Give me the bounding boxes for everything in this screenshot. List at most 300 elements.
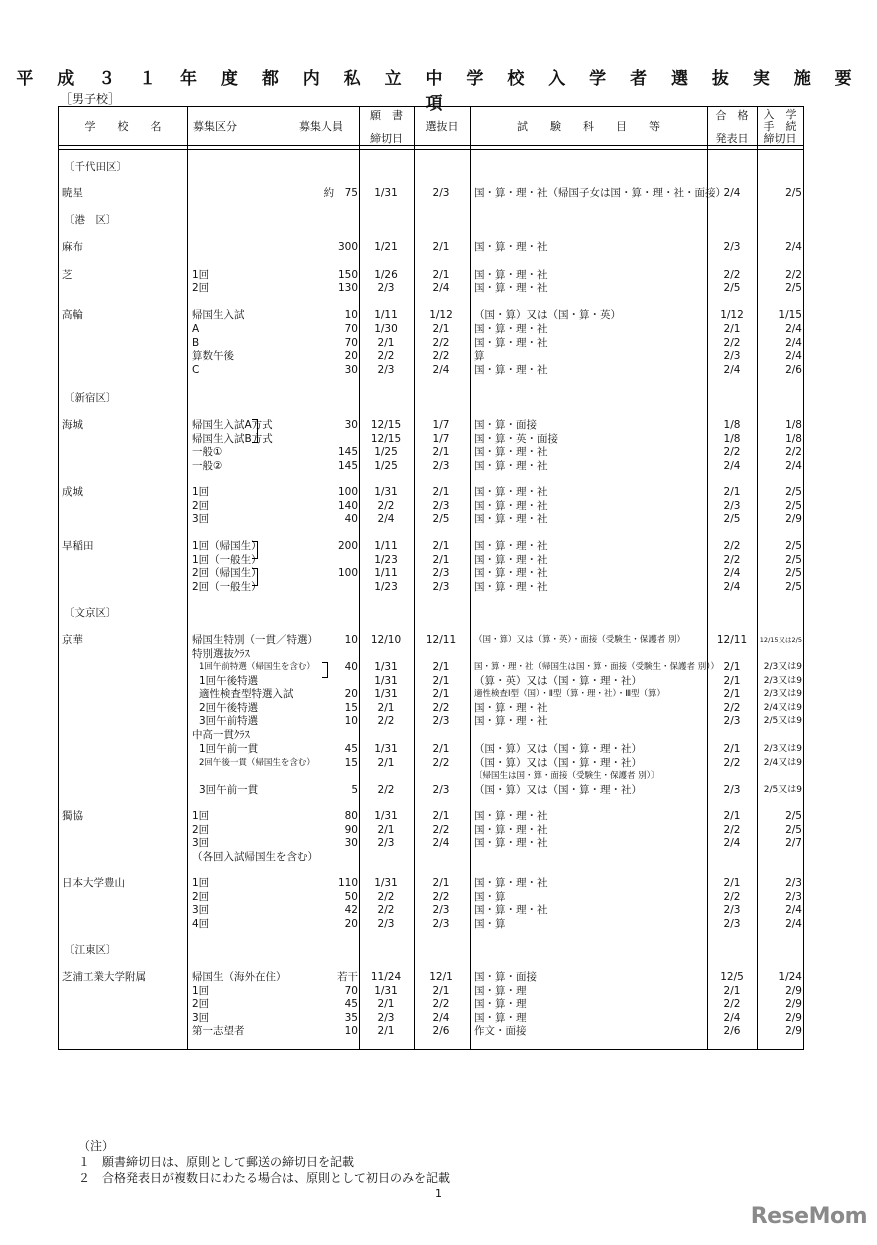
ward-row [58, 943, 804, 957]
selection-date-cell: 2/5 [432, 513, 450, 525]
deadline-cell: 1/23 [374, 554, 398, 566]
ward-heading: 〔新宿区〕 [64, 392, 117, 404]
procedure-deadline-cell: 2/4又は9 [763, 758, 802, 768]
table-row [58, 268, 804, 282]
deadline-cell: 1/31 [374, 743, 398, 755]
capacity-cell: 10 [344, 634, 358, 646]
ward-row [58, 160, 804, 174]
category-cell: 3回 [192, 513, 210, 525]
table-row [58, 701, 804, 715]
note-item: １ 願書締切日は、原則として郵送の締切日を記載 [78, 1155, 355, 1169]
capacity-cell: 42 [344, 904, 358, 916]
category-cell: 1回 [192, 810, 210, 822]
category-cell: 1回（一般生） [192, 554, 262, 566]
header-category: 募集区分 [193, 120, 237, 133]
category-cell: 1回午前特選（帰国生を含む） [199, 662, 315, 672]
notes [78, 1138, 450, 1186]
subjects-cell: 国・算・理・社 [474, 554, 548, 566]
category-cell: 算数午後 [192, 350, 234, 362]
subjects-cell: 国・算・理・社 [474, 904, 548, 916]
selection-date-cell: 12/11 [425, 634, 457, 646]
pass-date-cell: 1/8 [723, 433, 741, 445]
capacity-cell: 10 [344, 715, 358, 727]
category-cell: 1回 [192, 985, 210, 997]
procedure-deadline-cell: 2/5 [785, 500, 802, 512]
capacity-cell: 50 [344, 891, 358, 903]
pass-date-cell: 2/5 [723, 513, 741, 525]
table-row [58, 876, 804, 890]
subjects-cell: 国・算・理・社 [474, 702, 548, 714]
header-divider [59, 145, 803, 146]
subjects-cell: 国・算・理・社 [474, 337, 548, 349]
procedure-deadline-cell: 2/4 [785, 323, 802, 335]
subjects-cell: 国・算・理・社 [474, 810, 548, 822]
subjects-cell: 国・算・理・社 [474, 282, 548, 294]
subjects-cell: 国・算・理・社（帰国子女は国・算・理・社・面接） [474, 187, 726, 199]
pass-date-cell: 2/6 [723, 1025, 741, 1037]
pass-date-cell: 2/4 [723, 460, 741, 472]
table-row [58, 566, 804, 580]
selection-date-cell: 2/1 [432, 877, 450, 889]
pass-date-cell: 2/2 [723, 998, 741, 1010]
table-row [58, 633, 804, 647]
procedure-deadline-cell: 2/5 [785, 187, 802, 199]
pass-date-cell: 2/1 [723, 323, 741, 335]
pass-date-cell: 2/3 [723, 918, 741, 930]
procedure-deadline-cell: 2/9 [785, 513, 802, 525]
selection-date-cell: 2/1 [432, 554, 450, 566]
category-cell: 2回 [192, 824, 210, 836]
table-row [58, 186, 804, 200]
procedure-deadline-cell: 1/24 [778, 971, 802, 983]
capacity-cell: 10 [344, 309, 358, 321]
category-cell: B [192, 337, 200, 349]
pass-date-cell: 2/5 [723, 282, 741, 294]
procedure-deadline-cell: 2/5 [785, 486, 802, 498]
selection-date-cell: 2/4 [432, 282, 450, 294]
capacity-cell: 70 [344, 323, 358, 335]
selection-date-cell: 2/2 [432, 998, 450, 1010]
deadline-cell: 1/11 [374, 309, 398, 321]
pass-date-cell: 2/1 [723, 985, 741, 997]
ward-row [58, 606, 804, 620]
header-proc-mid: 手 続 [763, 120, 797, 133]
capacity-cell: 若干 [337, 971, 358, 983]
subjects-cell: 国・算・理・社 [474, 486, 548, 498]
subjects-cell: （国・算）又は（国・算・理・社） [474, 743, 642, 755]
capacity-cell: 30 [344, 419, 358, 431]
procedure-deadline-cell: 2/4 [785, 350, 802, 362]
procedure-deadline-cell: 2/5 [785, 282, 802, 294]
ward-heading: 〔江東区〕 [64, 944, 117, 956]
pass-date-cell: 12/11 [716, 634, 748, 646]
procedure-deadline-cell: 2/4 [785, 460, 802, 472]
table-row [58, 1024, 804, 1038]
pass-date-cell: 2/3 [723, 784, 741, 796]
capacity-cell: 15 [344, 702, 358, 714]
procedure-deadline-cell: 2/4 [785, 241, 802, 253]
deadline-cell: 1/25 [374, 460, 398, 472]
procedure-deadline-cell: 2/3又は9 [763, 662, 802, 672]
header-proc-bottom: 締切日 [763, 132, 797, 145]
table-row [58, 714, 804, 728]
capacity-cell: 145 [337, 446, 358, 458]
selection-date-cell: 2/4 [432, 1012, 450, 1024]
selection-date-cell: 2/3 [432, 187, 450, 199]
notes-heading: （注） [78, 1139, 115, 1153]
pass-date-cell: 2/1 [723, 810, 741, 822]
pass-date-cell: 1/12 [720, 309, 744, 321]
category-cell: 特別選抜ｸﾗｽ [192, 648, 250, 660]
selection-date-cell: 2/2 [432, 891, 450, 903]
deadline-cell: 1/26 [374, 269, 398, 281]
category-cell: 適性検査型特選入試 [199, 688, 294, 700]
pass-date-cell: 2/2 [723, 757, 741, 769]
subjects-cell: （算・英）又は（国・算・理・社） [474, 675, 642, 687]
pass-date-cell: 2/3 [723, 500, 741, 512]
pass-date-cell: 2/4 [723, 1012, 741, 1024]
pass-date-cell: 2/4 [723, 187, 741, 199]
deadline-cell: 2/3 [377, 282, 395, 294]
deadline-cell: 2/1 [377, 824, 395, 836]
subjects-cell: 国・算・面接 [474, 971, 537, 983]
ward-heading: 〔千代田区〕 [64, 161, 127, 173]
deadline-cell: 1/21 [374, 241, 398, 253]
pass-date-cell: 2/2 [723, 337, 741, 349]
deadline-cell: 12/10 [370, 634, 402, 646]
note-item: ２ 合格発表日が複数日にわたる場合は、原則として初日のみを記載 [78, 1171, 451, 1185]
deadline-cell: 2/1 [377, 757, 395, 769]
category-cell: C [192, 364, 200, 376]
school-name: 早稲田 [62, 540, 94, 552]
table-row [58, 850, 804, 864]
capacity-cell: 20 [344, 350, 358, 362]
school-name: 獨協 [62, 810, 83, 822]
category-cell: 2回午後一貫（帰国生を含む） [199, 758, 315, 768]
pass-date-cell: 2/1 [723, 743, 741, 755]
capacity-cell: 40 [344, 661, 358, 673]
subjects-cell: 〔帰国生は国・算・面接（受験生・保護者 別）〕 [474, 771, 660, 781]
table-row [58, 917, 804, 931]
selection-date-cell: 12/1 [429, 971, 453, 983]
capacity-cell: 130 [337, 282, 358, 294]
deadline-cell: 1/31 [374, 688, 398, 700]
category-cell: 中高一貫ｸﾗｽ [192, 729, 250, 741]
capacity-cell: 5 [351, 784, 358, 796]
document-title: 平 成 ３ １ 年 度 都 内 私 立 中 学 校 入 学 者 選 抜 実 施 要 項 [16, 69, 861, 114]
table-row [58, 984, 804, 998]
category-cell: 2回 [192, 282, 210, 294]
subjects-cell: 国・算・面接 [474, 419, 537, 431]
category-cell: 2回 [192, 998, 210, 1010]
subjects-cell: （国・算）又は（国・算・英） [474, 309, 621, 321]
procedure-deadline-cell: 2/5 [785, 581, 802, 593]
table-row [58, 647, 804, 661]
subjects-cell: 国・算・理・社 [474, 500, 548, 512]
procedure-deadline-cell: 2/4 [785, 337, 802, 349]
capacity-cell: 140 [337, 500, 358, 512]
selection-date-cell: 2/4 [432, 364, 450, 376]
header-capacity: 募集人員 [299, 120, 343, 133]
subjects-cell: 国・算・理 [474, 1012, 527, 1024]
deadline-cell: 2/2 [377, 784, 395, 796]
ward-heading: 〔文京区〕 [64, 607, 117, 619]
subjects-cell: （国・算）又は（国・算・理・社） [474, 757, 642, 769]
table-row [58, 336, 804, 350]
capacity-cell: 15 [344, 757, 358, 769]
capacity-cell: 30 [344, 364, 358, 376]
school-name: 成城 [62, 486, 83, 498]
table-row [58, 728, 804, 742]
selection-date-cell: 1/7 [432, 419, 450, 431]
ward-row [58, 213, 804, 227]
selection-date-cell: 2/1 [432, 810, 450, 822]
procedure-deadline-cell: 2/3又は9 [763, 676, 802, 686]
pass-date-cell: 2/2 [723, 269, 741, 281]
selection-date-cell: 2/2 [432, 702, 450, 714]
deadline-cell: 1/31 [374, 985, 398, 997]
table-row [58, 349, 804, 363]
table-row [58, 890, 804, 904]
selection-date-cell: 2/1 [432, 269, 450, 281]
deadline-cell: 11/24 [370, 971, 402, 983]
procedure-deadline-cell: 2/5 [785, 540, 802, 552]
procedure-deadline-cell: 2/3 [785, 877, 802, 889]
procedure-deadline-cell: 2/5 [785, 810, 802, 822]
header-divider [59, 149, 803, 150]
table-row [58, 783, 804, 797]
capacity-cell: 200 [337, 540, 358, 552]
subjects-cell: （国・算）又は（国・算・理・社） [474, 784, 642, 796]
deadline-cell: 2/3 [377, 837, 395, 849]
selection-date-cell: 2/3 [432, 784, 450, 796]
capacity-cell: 80 [344, 810, 358, 822]
school-name: 芝 [62, 269, 73, 281]
procedure-deadline-cell: 2/6 [785, 364, 802, 376]
subjects-cell: 国・算・理・社 [474, 715, 548, 727]
category-cell: 第一志望者 [192, 1025, 245, 1037]
procedure-deadline-cell: 1/8 [785, 433, 802, 445]
subjects-cell: 国・算・理 [474, 998, 527, 1010]
procedure-deadline-cell: 2/9 [785, 1012, 802, 1024]
subjects-cell: 国・算 [474, 891, 506, 903]
procedure-deadline-cell: 2/2 [785, 269, 802, 281]
deadline-cell: 2/3 [377, 918, 395, 930]
selection-date-cell: 2/3 [432, 904, 450, 916]
header-subjects: 試 験 科 目 等 [517, 120, 660, 133]
school-name: 京華 [62, 634, 83, 646]
capacity-cell: 70 [344, 337, 358, 349]
section-label: ［男子校］ [60, 92, 121, 106]
school-name: 芝浦工業大学附属 [62, 971, 146, 983]
category-cell: （各回入試帰国生を含む） [192, 851, 318, 863]
pass-date-cell: 2/3 [723, 904, 741, 916]
subjects-cell: 国・算・理・社 [474, 460, 548, 472]
pass-date-cell: 2/1 [723, 661, 741, 673]
category-cell: 2回 [192, 500, 210, 512]
deadline-cell: 12/15 [370, 419, 402, 431]
table-row [58, 553, 804, 567]
category-cell: 帰国生（海外在住） [192, 971, 287, 983]
selection-date-cell: 2/1 [432, 540, 450, 552]
school-name: 日本大学豊山 [62, 877, 125, 889]
pass-date-cell: 2/4 [723, 837, 741, 849]
selection-date-cell: 2/1 [432, 688, 450, 700]
procedure-deadline-cell: 2/7 [785, 837, 802, 849]
pass-date-cell: 2/4 [723, 581, 741, 593]
category-cell: 帰国生入試A方式 [192, 419, 273, 431]
subjects-cell: 算 [474, 350, 485, 362]
header-selection: 選抜日 [425, 120, 459, 133]
selection-date-cell: 2/1 [432, 661, 450, 673]
pass-date-cell: 2/1 [723, 688, 741, 700]
deadline-cell: 2/4 [377, 513, 395, 525]
table-row [58, 809, 804, 823]
table-row [58, 539, 804, 553]
table-row [58, 281, 804, 295]
group-bracket [252, 568, 258, 586]
selection-date-cell: 2/3 [432, 715, 450, 727]
deadline-cell: 1/11 [374, 567, 398, 579]
selection-date-cell: 2/4 [432, 837, 450, 849]
pass-date-cell: 2/3 [723, 350, 741, 362]
table-row [58, 687, 804, 701]
selection-date-cell: 2/2 [432, 337, 450, 349]
procedure-deadline-cell: 2/2 [785, 446, 802, 458]
pass-date-cell: 2/1 [723, 675, 741, 687]
subjects-cell: 国・算・理・社 [474, 364, 548, 376]
selection-date-cell: 2/2 [432, 824, 450, 836]
ward-row [58, 391, 804, 405]
selection-date-cell: 2/3 [432, 918, 450, 930]
category-cell: 1回 [192, 877, 210, 889]
capacity-cell: 45 [344, 998, 358, 1010]
subjects-cell: 国・算・理・社（帰国生は国・算・面接（受験生・保護者 別）） [474, 662, 719, 672]
table-row [58, 997, 804, 1011]
selection-date-cell: 2/6 [432, 1025, 450, 1037]
category-cell: 3回 [192, 904, 210, 916]
capacity-cell: 30 [344, 837, 358, 849]
table-row [58, 499, 804, 513]
table-row [58, 240, 804, 254]
deadline-cell: 1/31 [374, 486, 398, 498]
header-pass-bottom: 発表日 [715, 132, 749, 145]
pass-date-cell: 2/4 [723, 364, 741, 376]
category-cell: 1回 [192, 486, 210, 498]
category-cell: A [192, 323, 200, 335]
pass-date-cell: 2/2 [723, 554, 741, 566]
deadline-cell: 12/15 [370, 433, 402, 445]
subjects-cell: 国・算・理・社 [474, 581, 548, 593]
selection-date-cell: 2/1 [432, 241, 450, 253]
pass-date-cell: 2/2 [723, 702, 741, 714]
procedure-deadline-cell: 2/4 [785, 904, 802, 916]
deadline-cell: 2/2 [377, 715, 395, 727]
header-proc-top: 入 学 [763, 108, 797, 121]
subjects-cell: （国・算）又は（算・英）・面接（受験生・保護者 別） [474, 635, 685, 645]
school-name: 暁星 [62, 187, 83, 199]
table-row [58, 660, 804, 674]
subjects-cell: 国・算・理・社 [474, 269, 548, 281]
pass-date-cell: 2/3 [723, 715, 741, 727]
capacity-cell: 約 75 [323, 187, 358, 199]
category-cell: 4回 [192, 918, 210, 930]
procedure-deadline-cell: 2/5 [785, 567, 802, 579]
selection-date-cell: 2/3 [432, 567, 450, 579]
deadline-cell: 1/31 [374, 675, 398, 687]
category-cell: 帰国生入試B方式 [192, 433, 273, 445]
procedure-deadline-cell: 2/3又は9 [763, 689, 802, 699]
deadline-cell: 2/1 [377, 1025, 395, 1037]
subjects-cell: 国・算・理・社 [474, 323, 548, 335]
procedure-deadline-cell: 2/5 [785, 824, 802, 836]
capacity-cell: 150 [337, 269, 358, 281]
procedure-deadline-cell: 1/8 [785, 419, 802, 431]
pass-date-cell: 2/2 [723, 446, 741, 458]
selection-date-cell: 2/1 [432, 446, 450, 458]
deadline-cell: 2/2 [377, 500, 395, 512]
table-row [58, 432, 804, 446]
category-cell: 1回 [192, 269, 210, 281]
group-bracket [252, 541, 258, 559]
procedure-deadline-cell: 2/3 [785, 891, 802, 903]
pass-date-cell: 2/3 [723, 241, 741, 253]
category-cell: 帰国生特別（一貫／特選） [192, 634, 318, 646]
page-number: 1 [435, 1187, 442, 1200]
table-row [58, 363, 804, 377]
category-cell: 3回午前一貫 [199, 784, 259, 796]
procedure-deadline-cell: 2/9 [785, 1025, 802, 1037]
selection-date-cell: 2/3 [432, 460, 450, 472]
deadline-cell: 2/3 [377, 1012, 395, 1024]
table-row [58, 485, 804, 499]
deadline-cell: 1/31 [374, 187, 398, 199]
group-bracket [252, 419, 258, 443]
category-cell: 2回（帰国生） [192, 567, 262, 579]
pass-date-cell: 1/8 [723, 419, 741, 431]
procedure-deadline-cell: 2/9 [785, 998, 802, 1010]
header-deadline-bottom: 締切日 [370, 132, 403, 145]
table-row [58, 512, 804, 526]
procedure-deadline-cell: 2/9 [785, 985, 802, 997]
capacity-cell: 40 [344, 513, 358, 525]
capacity-cell: 300 [337, 241, 358, 253]
selection-date-cell: 2/1 [432, 743, 450, 755]
procedure-deadline-cell: 2/4又は9 [763, 703, 802, 713]
procedure-deadline-cell: 2/5又は9 [763, 785, 802, 795]
table-row [58, 903, 804, 917]
procedure-deadline-cell: 12/15又は2/5 [759, 636, 802, 644]
subjects-cell: 適性検査Ⅰ型（国）・Ⅱ型（算・理・社）・Ⅲ型（算） [474, 689, 666, 699]
deadline-cell: 1/11 [374, 540, 398, 552]
table-row [58, 756, 804, 770]
header-pass-top: 合 格 [715, 109, 749, 122]
table-row [58, 742, 804, 756]
school-name: 高輪 [62, 309, 83, 321]
school-name: 海城 [62, 419, 83, 431]
table-row [58, 1011, 804, 1025]
procedure-deadline-cell: 2/5又は9 [763, 716, 802, 726]
procedure-deadline-cell: 2/4 [785, 918, 802, 930]
subjects-cell: 国・算・理・社 [474, 837, 548, 849]
subjects-cell: 国・算・理・社 [474, 446, 548, 458]
pass-date-cell: 12/5 [720, 971, 744, 983]
subjects-cell: 国・算・理・社 [474, 241, 548, 253]
pass-date-cell: 2/1 [723, 486, 741, 498]
pass-date-cell: 2/2 [723, 540, 741, 552]
capacity-cell: 20 [344, 918, 358, 930]
table-row [58, 836, 804, 850]
